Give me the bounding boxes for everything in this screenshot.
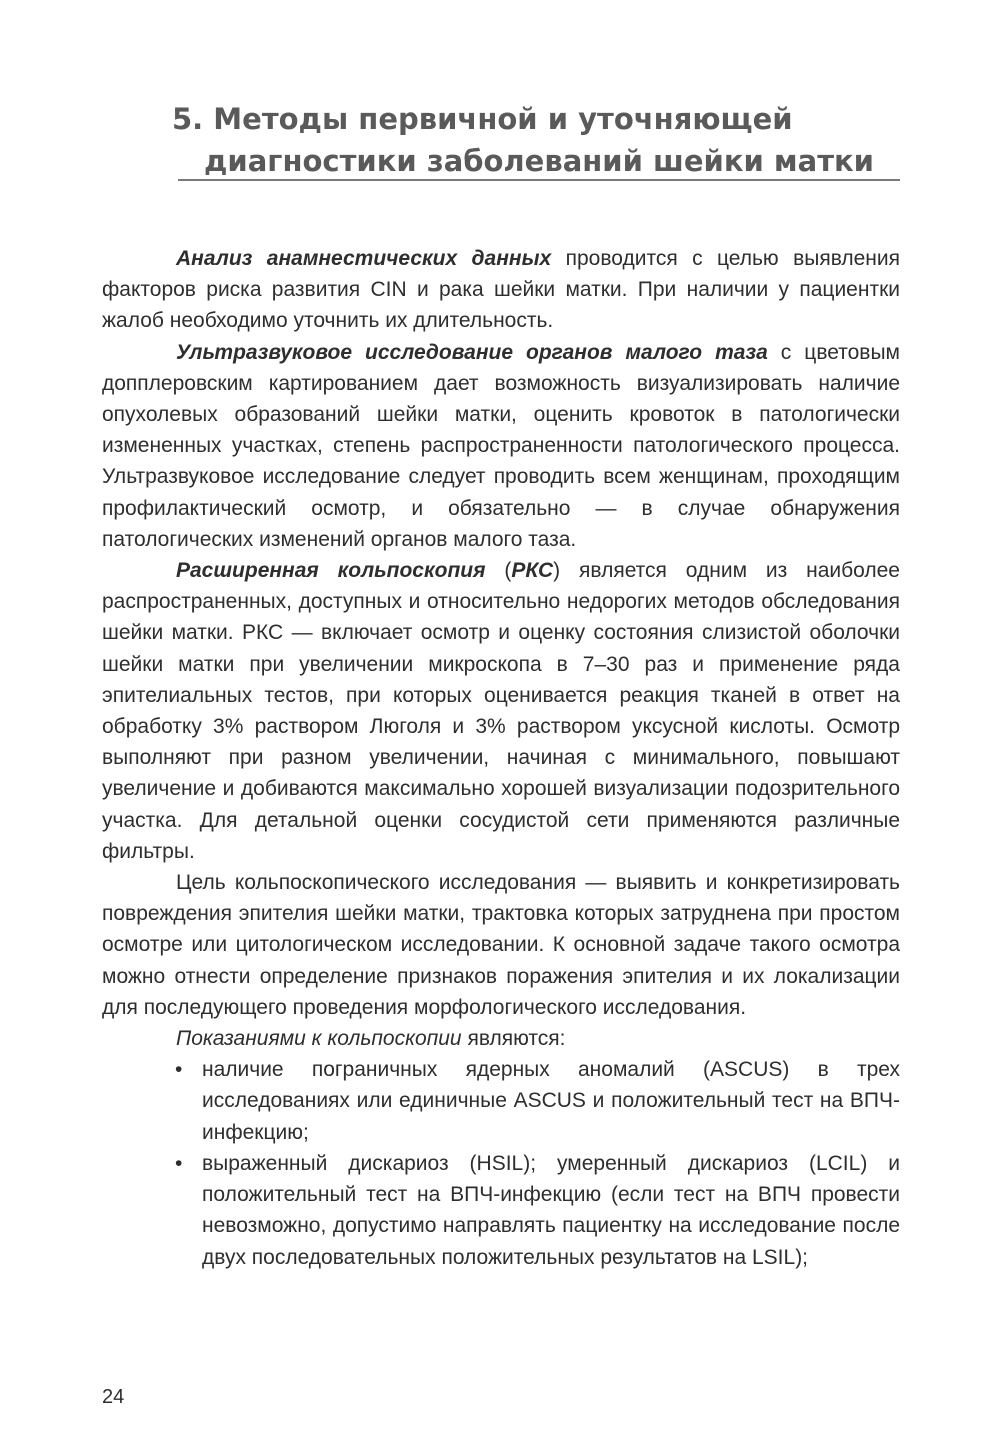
paragraph-colposcopy-text: является одним из наиболее распространенных, доступных и относительно недорогих методов обследования шейки матки. РКС — включает осмотр и оценку состояния слизистой оболочки шейки матки при увеличении микроскопа в 7–30 раз и применение ряда эпителиальных тестов, при которых оценивается реакция тканей в ответ на обработку 3% раствором Люголя и 3% раствором уксусной кислоты. Осмотр выполняют при разном увеличении, начиная с минимального, повышают увеличение и добиваются максимально хорошей визуализации подозрительного участка. Для детальной оценки сосудистой сети применяются различные фильтры. bbox=[102, 559, 900, 863]
list-item-text: выраженный дискариоз (HSIL); умеренный дискариоз (LCIL) и положительный тест на ВПЧ-инфекцию (если тест на ВПЧ провести невозможно, допустимо направлять пациентку на исследование после двух последовательных положительных результатов на LSIL); bbox=[202, 1151, 900, 1269]
heading-underline bbox=[178, 179, 900, 181]
heading-line-1: 5. Методы первичной и уточняющей bbox=[172, 102, 793, 136]
term-colposcopy: Расширенная кольпоскопия bbox=[176, 559, 486, 583]
paragraph-ultrasound bbox=[102, 337, 900, 555]
list-item bbox=[102, 1148, 900, 1273]
bullet-marker: • bbox=[175, 1058, 183, 1082]
paragraph-ultrasound-text: с цветовым допплеровским картированием дает возможность визуализировать наличие опухолевых образований шейки матки, оценить кровоток в патологически измененных участках, степень распространенности патологического процесса. Ультразвуковое исследование следует проводить всем женщинам, проходящим профилактический осмотр, и обязательно — в случае обнаружения патологических изменений органов малого таза. bbox=[102, 340, 900, 551]
term-ultrasound: Ультразвуковое исследование органов малого таза bbox=[176, 340, 768, 364]
paragraph-indications-text: являются: bbox=[461, 1027, 566, 1051]
term-rks: РКС bbox=[511, 559, 554, 583]
section-heading bbox=[172, 98, 902, 182]
body-text bbox=[102, 243, 900, 1273]
term-indications: Показаниями к кольпоскопии bbox=[176, 1027, 462, 1051]
paragraph-anamnesis bbox=[102, 243, 900, 337]
paragraph-indications bbox=[102, 1023, 900, 1054]
heading-line-2: диагностики заболеваний шейки матки bbox=[204, 144, 875, 178]
list-item-text: наличие пограничных ядерных аномалий (ASCUS) в трех исследованиях или единичные ASCUS и положительный тест на ВПЧ-инфекцию; bbox=[202, 1058, 900, 1144]
page-number: 24 bbox=[102, 1386, 125, 1408]
list-item bbox=[102, 1054, 900, 1148]
paren-open: ( bbox=[485, 559, 512, 583]
paragraph-anamnesis-text: проводится с целью выявления факторов риска развития CIN и рака шейки матки. При наличии у пациентки жалоб необходимо уточнить их длительность. bbox=[102, 247, 901, 333]
paragraph-colposcopy bbox=[102, 555, 900, 867]
term-anamnesis: Анализ анамнестических данных bbox=[176, 247, 552, 270]
bullet-marker: • bbox=[175, 1151, 183, 1175]
paragraph-purpose: Цель кольпоскопического исследования — выявить и конкретизировать повреждения эпителия шейки матки, трактовка которых затруднена при простом осмотре или цитологическом исследовании. К основной задаче такого осмотра можно отнести определение признаков поражения эпителия и их локализации для последующего проведения морфологического исследования. bbox=[102, 871, 900, 1019]
paren-close: ) bbox=[553, 559, 561, 583]
indications-list bbox=[102, 1054, 900, 1272]
